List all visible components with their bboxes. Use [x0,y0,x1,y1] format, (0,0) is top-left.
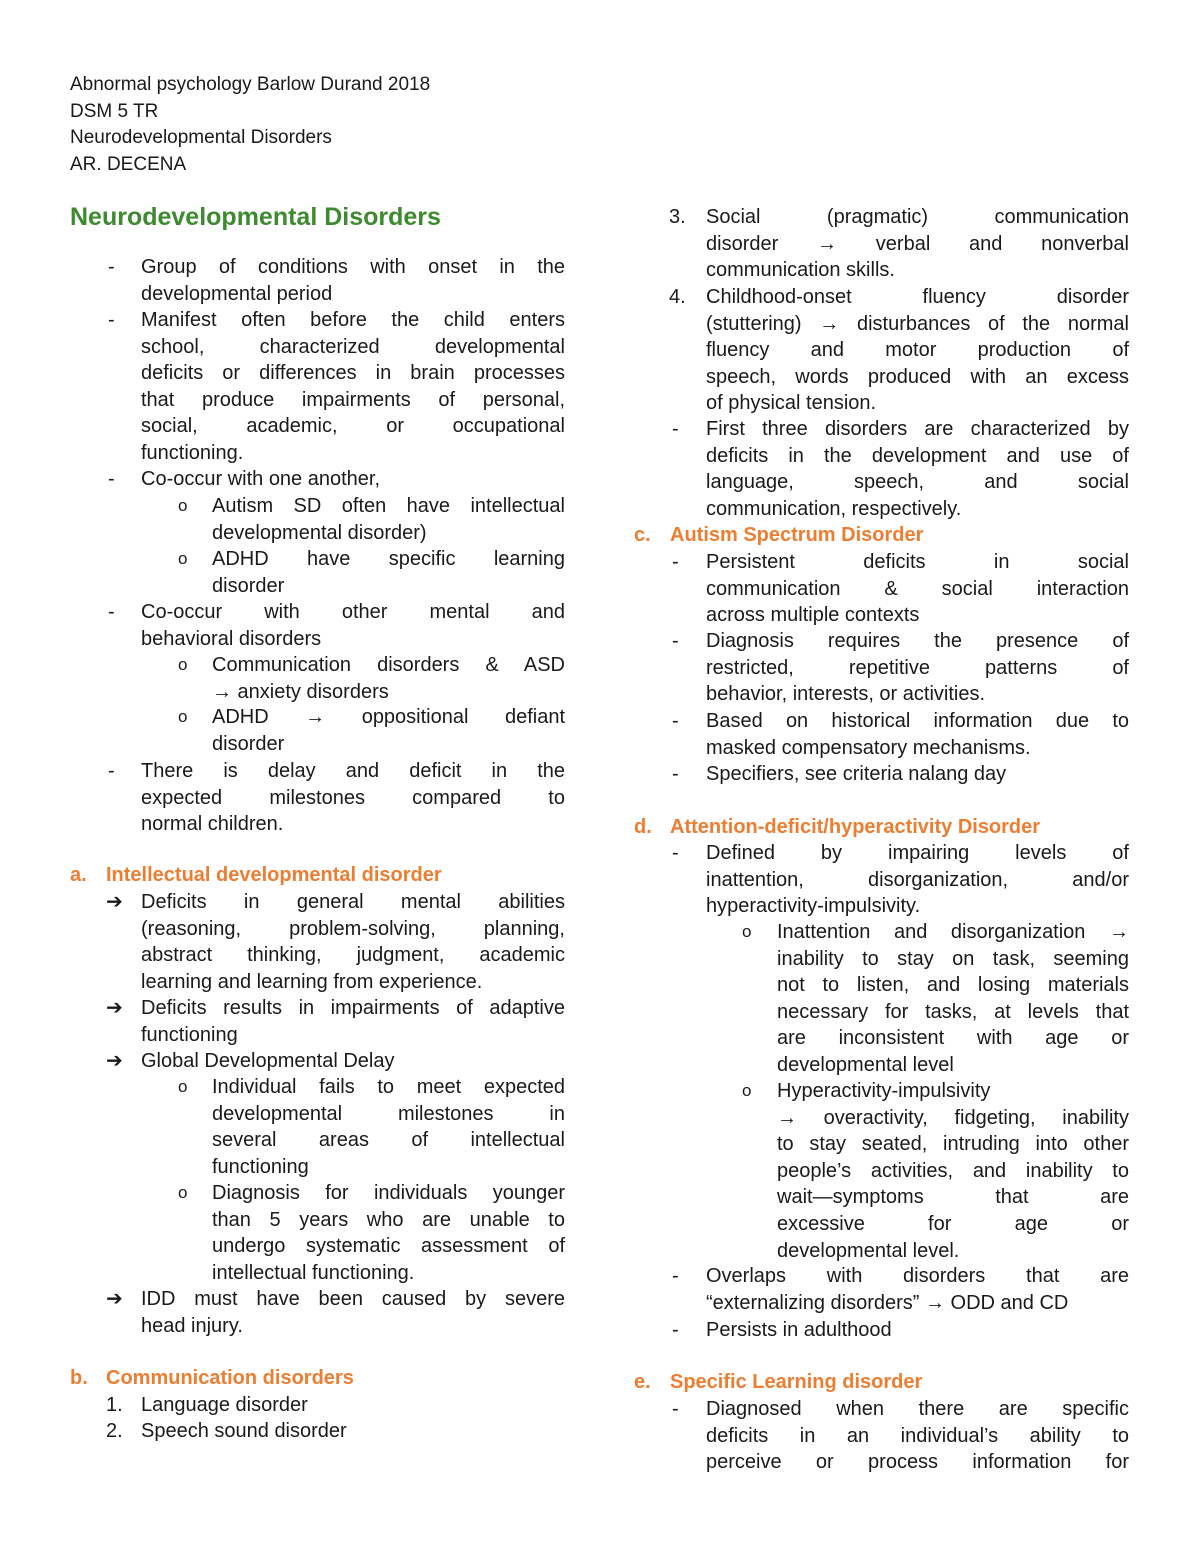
list-item: ADHD → oppositional defiant disorder [212,706,565,755]
list-item: Communication disorders & ASD → anxiety disorders [212,654,565,703]
list-item: Global Developmental Delay [141,1050,395,1072]
dash-bullet: - [108,309,115,331]
list-item: Inattention and disorganization → inability to stay on task, seeming not to listen, and losing materials necessary for tasks, at levels that are inconsistent with age or developmental level [777,921,1129,1076]
list-item: Social (pragmatic) communication disorder → verbal and nonverbal communication skills. [706,206,1129,282]
section-letter: b. [70,1367,88,1389]
list-item: Speech sound disorder [141,1420,347,1442]
document-header [70,72,430,178]
list-item: There is delay and deficit in the expected milestones compared to normal children. [141,760,565,836]
list-item: Diagnosed when there are specific deficits in an individual’s ability to perceive or process information for [706,1398,1129,1474]
section-letter: c. [634,524,651,546]
header-author: AR. DECENA [70,153,187,175]
section-title: Intellectual developmental disorder [106,864,442,886]
list-item: Manifest often before the child enters school, characterized developmental deficits or differences in brain processes that produce impairments of personal, social, academic, or occupational functioning. [141,309,565,464]
dash-bullet: - [672,1398,679,1420]
list-item: Deficits in general mental abilities (reasoning, problem-solving, planning, abstract thinking, judgment, academic learning and learning from experience. [141,891,565,993]
dash-bullet: - [108,468,115,490]
circle-bullet: o [178,549,188,568]
circle-bullet: o [742,922,752,941]
circle-bullet: o [178,496,188,515]
list-item: IDD must have been caused by severe head injury. [141,1288,565,1337]
list-number: 3. [669,206,686,228]
circle-bullet: o [178,707,188,726]
section-letter: e. [634,1371,651,1393]
section-letter: a. [70,864,87,886]
section-title: Communication disorders [106,1367,354,1389]
arrow-bullet-icon: ➔ [106,891,123,913]
dash-bullet: - [108,760,115,782]
list-item: Specifiers, see criteria nalang day [706,763,1007,785]
dash-bullet: - [108,601,115,623]
list-item: Overlaps with disorders that are “externalizing disorders” → ODD and CD [706,1265,1129,1314]
list-number: 1. [106,1394,123,1416]
list-item: Childhood-onset fluency disorder (stuttering) → disturbances of the normal fluency and motor production of speech, words produced with an excess of physical tension. [706,286,1129,415]
dash-bullet: - [672,418,679,440]
section-title: Specific Learning disorder [670,1371,923,1393]
list-item: First three disorders are characterized by deficits in the development and use of language, speech, and social communication, respectively. [706,418,1129,520]
page-title: Neurodevelopmental Disorders [70,203,441,231]
header-course: Abnormal psychology Barlow Durand 2018 [70,74,431,95]
list-item: Diagnosis for individuals younger than 5 years who are unable to undergo systematic assessment of intellectual functioning. [212,1182,565,1284]
list-item: Based on historical information due to masked compensatory mechanisms. [706,710,1129,759]
dash-bullet: - [672,630,679,652]
list-item: Group of conditions with onset in the developmental period [141,256,565,305]
list-item: Language disorder [141,1394,308,1416]
circle-bullet: o [742,1081,752,1100]
list-item: Co-occur with other mental and behavioral disorders [141,601,565,650]
header-topic: Neurodevelopmental Disorders [70,127,332,148]
section-letter: d. [634,816,652,838]
circle-bullet: o [178,1077,188,1096]
dash-bullet: - [672,1319,679,1341]
section-title: Attention-deficit/hyperactivity Disorder [670,816,1041,838]
list-item: Persistent deficits in social communication & social interaction across multiple contexts [706,551,1129,627]
dash-bullet: - [672,842,679,864]
list-item: Autism SD often have intellectual developmental disorder) [212,495,565,544]
list-item: Deficits results in impairments of adaptive functioning [141,997,565,1046]
list-number: 2. [106,1420,123,1442]
dash-bullet: - [672,1265,679,1287]
header-manual: DSM 5 TR [70,100,159,122]
list-item: Individual fails to meet expected developmental milestones in several areas of intellectual functioning [212,1076,565,1178]
arrow-bullet-icon: ➔ [106,1288,123,1310]
list-item: Co-occur with one another, [141,468,381,490]
circle-bullet: o [178,1183,188,1202]
circle-bullet: o [178,655,188,674]
arrow-bullet-icon: ➔ [106,997,123,1019]
list-item: Persists in adulthood [706,1319,892,1341]
dash-bullet: - [672,763,679,785]
dash-bullet: - [672,710,679,732]
section-title: Autism Spectrum Disorder [670,524,924,546]
dash-bullet: - [108,256,115,278]
list-item: Diagnosis requires the presence of restricted, repetitive patterns of behavior, interests, or activities. [706,630,1129,706]
arrow-bullet-icon: ➔ [106,1050,123,1072]
list-item: Hyperactivity-impulsivity → overactivity, fidgeting, inability to stay seated, intruding into other people’s activities, and inability to wait—symptoms that are excessive for age or developmental level. [777,1080,1129,1262]
list-number: 4. [669,286,686,308]
list-item: ADHD have specific learning disorder [212,548,565,597]
list-item: Defined by impairing levels of inattention, disorganization, and/or hyperactivity-impulsivity. [706,842,1129,918]
dash-bullet: - [672,551,679,573]
